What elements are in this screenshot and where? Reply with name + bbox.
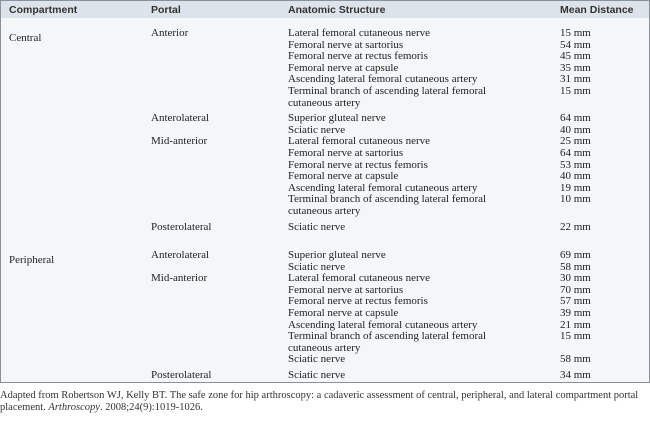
portal-name: Mid-anterior bbox=[151, 135, 208, 148]
table-row bbox=[288, 28, 649, 40]
portal-name: Anterolateral bbox=[151, 249, 210, 262]
mean-distance: 25 mm bbox=[560, 135, 591, 148]
mean-distance: 40 mm bbox=[560, 170, 591, 183]
table-row bbox=[288, 171, 649, 183]
anatomic-structure: Femoral nerve at capsule bbox=[288, 61, 399, 74]
anatomic-structure: Femoral nerve at sartorius bbox=[288, 283, 404, 296]
mean-distance: 64 mm bbox=[560, 112, 591, 125]
compartment-group bbox=[1, 250, 649, 382]
header-structure: Anatomic Structure bbox=[288, 4, 386, 16]
anatomic-structure: Ascending lateral femoral cutaneous artery bbox=[288, 181, 478, 194]
header-compartment: Compartment bbox=[9, 4, 78, 16]
portal-group bbox=[151, 113, 649, 136]
table-header bbox=[1, 1, 649, 18]
mean-distance: 35 mm bbox=[560, 61, 591, 74]
table-row bbox=[288, 370, 649, 382]
table-row bbox=[288, 148, 649, 160]
portal-name: Anterior bbox=[151, 27, 189, 39]
caption-journal: Arthroscopy bbox=[48, 401, 100, 413]
mean-distance: 30 mm bbox=[560, 272, 591, 285]
portal-group bbox=[151, 136, 649, 217]
mean-distance: 34 mm bbox=[560, 369, 591, 382]
mean-distance: 21 mm bbox=[560, 318, 591, 331]
caption-citation: . 2008;24(9):1019-1026. bbox=[99, 401, 203, 413]
portal-group bbox=[151, 28, 649, 109]
anatomic-structure: Femoral nerve at capsule bbox=[288, 307, 399, 320]
anatomic-structure: Terminal branch of ascending lateral femoral cutaneous artery bbox=[288, 84, 487, 109]
table-body bbox=[1, 18, 649, 382]
compartment-group bbox=[1, 28, 649, 233]
table-row bbox=[288, 354, 649, 366]
table-caption bbox=[0, 390, 650, 413]
mean-distance: 15 mm bbox=[560, 84, 591, 97]
mean-distance: 69 mm bbox=[560, 249, 591, 262]
anatomic-structure: Sciatic nerve bbox=[288, 260, 346, 273]
header-portal: Portal bbox=[151, 4, 181, 16]
anatomic-structure: Ascending lateral femoral cutaneous artery bbox=[288, 73, 478, 86]
mean-distance: 70 mm bbox=[560, 283, 591, 296]
anatomic-structure: Femoral nerve at rectus femoris bbox=[288, 50, 428, 63]
caption-text: Adapted from Robertson WJ, Kelly BT. The safe zone for hip arthroscopy: a cadaveric assessment of central, peripheral, and lateral compartment portal placement. bbox=[0, 390, 639, 413]
anatomic-structure: Lateral femoral cutaneous nerve bbox=[288, 135, 431, 148]
table-row bbox=[288, 308, 649, 320]
anatomic-structure: Sciatic nerve bbox=[288, 123, 346, 136]
mean-distance: 58 mm bbox=[560, 260, 591, 273]
mean-distance: 39 mm bbox=[560, 307, 591, 320]
anatomic-structure: Femoral nerve at rectus femoris bbox=[288, 158, 428, 171]
mean-distance: 10 mm bbox=[560, 193, 591, 206]
portal-group bbox=[151, 222, 649, 234]
anatomic-structure: Ascending lateral femoral cutaneous artery bbox=[288, 318, 478, 331]
anatomic-structure: Terminal branch of ascending lateral femoral cutaneous artery bbox=[288, 330, 487, 354]
mean-distance: 57 mm bbox=[560, 295, 591, 308]
anatomic-structure: Sciatic nerve bbox=[288, 353, 346, 366]
table-row bbox=[288, 331, 649, 354]
mean-distance: 40 mm bbox=[560, 123, 591, 136]
anatomic-structure: Lateral femoral cutaneous nerve bbox=[288, 27, 431, 39]
anatomic-structure: Lateral femoral cutaneous nerve bbox=[288, 272, 431, 285]
anatomic-structure: Superior gluteal nerve bbox=[288, 249, 386, 262]
anatomic-structure: Femoral nerve at rectus femoris bbox=[288, 295, 428, 308]
mean-distance: 31 mm bbox=[560, 73, 591, 86]
anatomic-structure: Sciatic nerve bbox=[288, 369, 346, 382]
mean-distance: 54 mm bbox=[560, 38, 591, 51]
portal-name: Mid-anterior bbox=[151, 272, 208, 285]
table-row bbox=[288, 194, 649, 217]
mean-distance: 45 mm bbox=[560, 50, 591, 63]
portal-name: Posterolateral bbox=[151, 369, 212, 382]
portal-group bbox=[151, 370, 649, 382]
mean-distance: 64 mm bbox=[560, 146, 591, 159]
table-row bbox=[288, 222, 649, 234]
anatomic-structure: Femoral nerve at capsule bbox=[288, 170, 399, 183]
portal-group bbox=[151, 273, 649, 366]
mean-distance: 22 mm bbox=[560, 220, 591, 233]
anatomic-structure: Superior gluteal nerve bbox=[288, 112, 386, 125]
mean-distance: 19 mm bbox=[560, 181, 591, 194]
anatomic-structure: Femoral nerve at sartorius bbox=[288, 38, 404, 51]
table-row bbox=[288, 86, 649, 109]
compartment-name: Central bbox=[9, 32, 42, 44]
mean-distance: 53 mm bbox=[560, 158, 591, 171]
mean-distance: 15 mm bbox=[560, 27, 591, 39]
mean-distance: 15 mm bbox=[560, 330, 591, 343]
portal-name: Anterolateral bbox=[151, 112, 210, 125]
anatomic-structure: Terminal branch of ascending lateral femoral cutaneous artery bbox=[288, 193, 487, 217]
portal-group bbox=[151, 250, 649, 273]
table-row bbox=[288, 113, 649, 125]
anatomic-structure: Femoral nerve at sartorius bbox=[288, 146, 404, 159]
portal-name: Posterolateral bbox=[151, 220, 212, 233]
table-row bbox=[288, 250, 649, 262]
mean-distance: 58 mm bbox=[560, 353, 591, 366]
compartment-name: Peripheral bbox=[9, 254, 55, 267]
header-distance: Mean Distance bbox=[560, 4, 634, 16]
anatomic-structure: Sciatic nerve bbox=[288, 220, 346, 233]
